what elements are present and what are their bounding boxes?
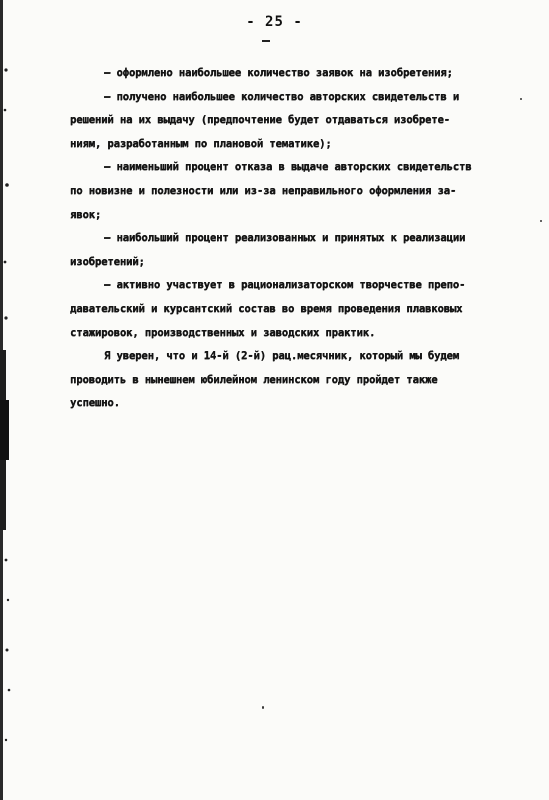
scan-binding-edge <box>0 0 14 800</box>
text-line: по новизне и полезности или из-за неправильного оформления за- <box>70 184 457 197</box>
text-line: давательский и курсантский состав во время проведения плавковых <box>70 302 463 315</box>
document-body <box>70 62 532 416</box>
text-line: успешно. <box>70 397 120 410</box>
text-line: – получено наибольшее количество авторских свидетельств и <box>104 90 459 103</box>
text-line: – наименьший процент отказа в выдаче авторских свидетельств <box>104 161 472 174</box>
text-line: проводить в нынешнем юбилейном ленинском году пройдет также <box>70 373 438 386</box>
scan-speck <box>520 98 522 100</box>
page-number: - 25 - <box>246 14 303 30</box>
text-line: решений на их выдачу (предпочтение будет отдаваться изобрете- <box>70 114 450 127</box>
text-line: ниям, разработанным по плановой тематике); <box>70 137 332 150</box>
text-line: стажировок, производственных и заводских практик. <box>70 326 376 339</box>
scan-speck <box>262 706 264 709</box>
text-line: Я уверен, что и 14-й (2-й) рац.месячник, который мы будем <box>104 350 459 363</box>
scan-speck <box>540 220 542 222</box>
text-line: – активно участвует в рационализаторском творчестве препо- <box>104 279 466 292</box>
text-line: – оформлено наибольшее количество заявок на изобретения; <box>104 67 453 79</box>
text-line: изобретений; <box>70 255 145 268</box>
page-number-underline <box>262 40 270 42</box>
text-line: явок; <box>70 208 102 221</box>
text-line: – наибольший процент реализованных и принятых к реализации <box>104 232 466 245</box>
